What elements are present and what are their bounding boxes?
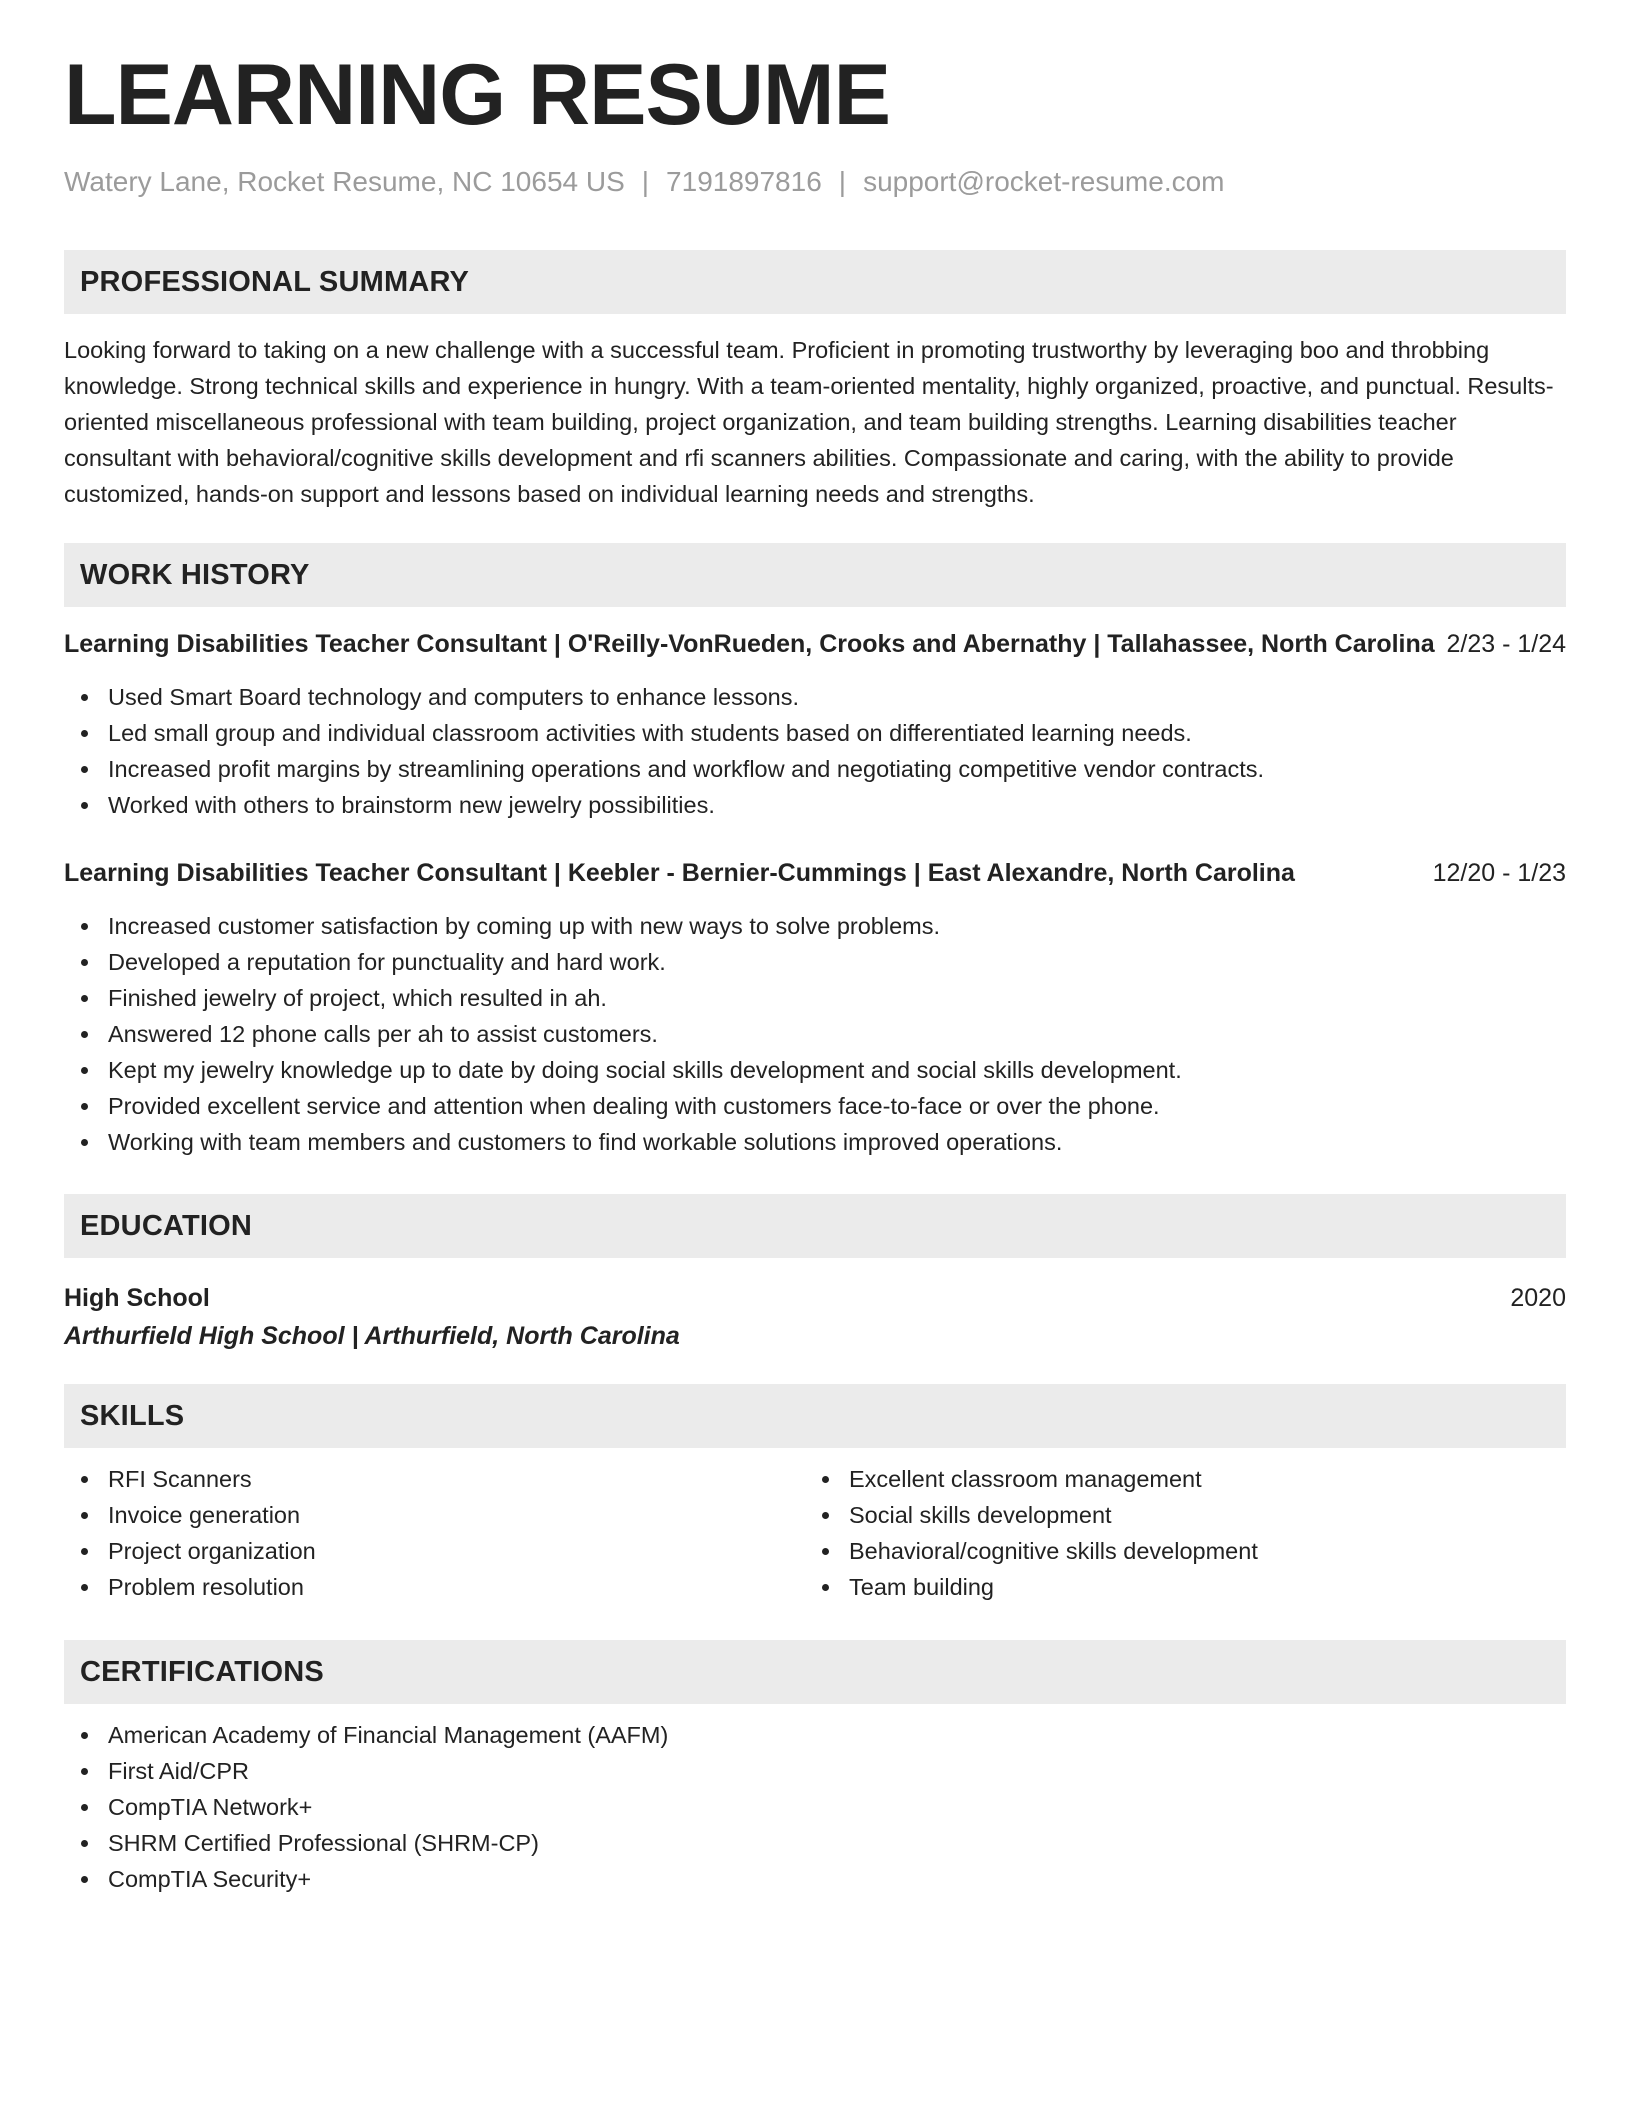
- list-item: First Aid/CPR: [64, 1753, 668, 1789]
- contact-address: Watery Lane, Rocket Resume, NC 10654 US: [64, 166, 625, 197]
- section-certifications: [64, 1640, 1566, 1704]
- job-bullets: [64, 908, 1182, 1160]
- list-item: Developed a reputation for punctuality and hard work.: [64, 944, 1182, 980]
- list-item: Behavioral/cognitive skills development: [805, 1533, 1258, 1569]
- certifications-list: [64, 1717, 668, 1897]
- education-school: Arthurfield High School | Arthurfield, North Carolina: [64, 1322, 680, 1350]
- section-professional-summary: [64, 250, 1566, 314]
- list-item: Finished jewelry of project, which resulted in ah.: [64, 980, 1182, 1016]
- education-degree-row: [64, 1280, 1566, 1316]
- list-item: Invoice generation: [64, 1497, 316, 1533]
- job-dates: 2/23 - 1/24: [1446, 630, 1566, 658]
- section-heading: EDUCATION: [80, 1210, 253, 1242]
- list-item: Working with team members and customers to find workable solutions improved operations.: [64, 1124, 1182, 1160]
- job-title: Learning Disabilities Teacher Consultant | Keebler - Bernier-Cummings | East Alexandre, North Carolina: [64, 859, 1295, 887]
- list-item: Answered 12 phone calls per ah to assist customers.: [64, 1016, 1182, 1052]
- section-skills: [64, 1384, 1566, 1448]
- list-item: SHRM Certified Professional (SHRM-CP): [64, 1825, 668, 1861]
- summary-text: Looking forward to taking on a new challenge with a successful team. Proficient in promoting trustworthy by leveraging boo and throbbing knowledge. Strong technical skills and experience in hungry. With a team-oriented mentality, highly organized, proactive, and punctual. Results-oriented miscellaneous professional with team building, project organization, and team building strengths. Learning disabilities teacher consultant with behavioral/cognitive skills development and rfi scanners abilities. Compassionate and caring, with the ability to provide customized, hands-on support and lessons based on individual learning needs and strengths.: [64, 337, 1554, 507]
- section-work-history: [64, 543, 1566, 607]
- contact-line: [64, 166, 1225, 198]
- list-item: RFI Scanners: [64, 1461, 316, 1497]
- list-item: Provided excellent service and attention when dealing with customers face-to-face or over the phone.: [64, 1088, 1182, 1124]
- skills-list-right: [805, 1461, 1258, 1605]
- skills-list-left: [64, 1461, 316, 1605]
- contact-email: support@rocket-resume.com: [863, 166, 1225, 197]
- list-item: Increased profit margins by streamlining operations and workflow and negotiating competitive vendor contracts.: [64, 751, 1264, 787]
- list-item: Used Smart Board technology and computers to enhance lessons.: [64, 679, 1264, 715]
- section-education: [64, 1194, 1566, 1258]
- section-heading: PROFESSIONAL SUMMARY: [80, 266, 470, 298]
- section-heading: CERTIFICATIONS: [80, 1656, 324, 1688]
- list-item: CompTIA Security+: [64, 1861, 668, 1897]
- section-heading: SKILLS: [80, 1400, 185, 1432]
- list-item: Team building: [805, 1569, 1258, 1605]
- list-item: Worked with others to brainstorm new jewelry possibilities.: [64, 787, 1264, 823]
- list-item: American Academy of Financial Management (AAFM): [64, 1717, 668, 1753]
- section-heading: WORK HISTORY: [80, 559, 310, 591]
- job-header: [64, 626, 1566, 662]
- job-title: Learning Disabilities Teacher Consultant | O'Reilly-VonRueden, Crooks and Abernathy | Tallahassee, North Carolina: [64, 630, 1435, 658]
- contact-phone: 7191897816: [666, 166, 822, 197]
- contact-separator: |: [838, 166, 847, 197]
- list-item: Kept my jewelry knowledge up to date by doing social skills development and social skills development.: [64, 1052, 1182, 1088]
- list-item: Led small group and individual classroom activities with students based on differentiated learning needs.: [64, 715, 1264, 751]
- list-item: CompTIA Network+: [64, 1789, 668, 1825]
- job-header: [64, 855, 1566, 891]
- resume-name: LEARNING RESUME: [64, 47, 890, 143]
- list-item: Social skills development: [805, 1497, 1258, 1533]
- list-item: Project organization: [64, 1533, 316, 1569]
- list-item: Excellent classroom management: [805, 1461, 1258, 1497]
- job-dates: 12/20 - 1/23: [1432, 859, 1566, 887]
- job-bullets: [64, 679, 1264, 823]
- education-degree: High School: [64, 1284, 210, 1312]
- education-year: 2020: [1510, 1284, 1566, 1312]
- list-item: Increased customer satisfaction by coming up with new ways to solve problems.: [64, 908, 1182, 944]
- contact-separator: |: [641, 166, 650, 197]
- list-item: Problem resolution: [64, 1569, 316, 1605]
